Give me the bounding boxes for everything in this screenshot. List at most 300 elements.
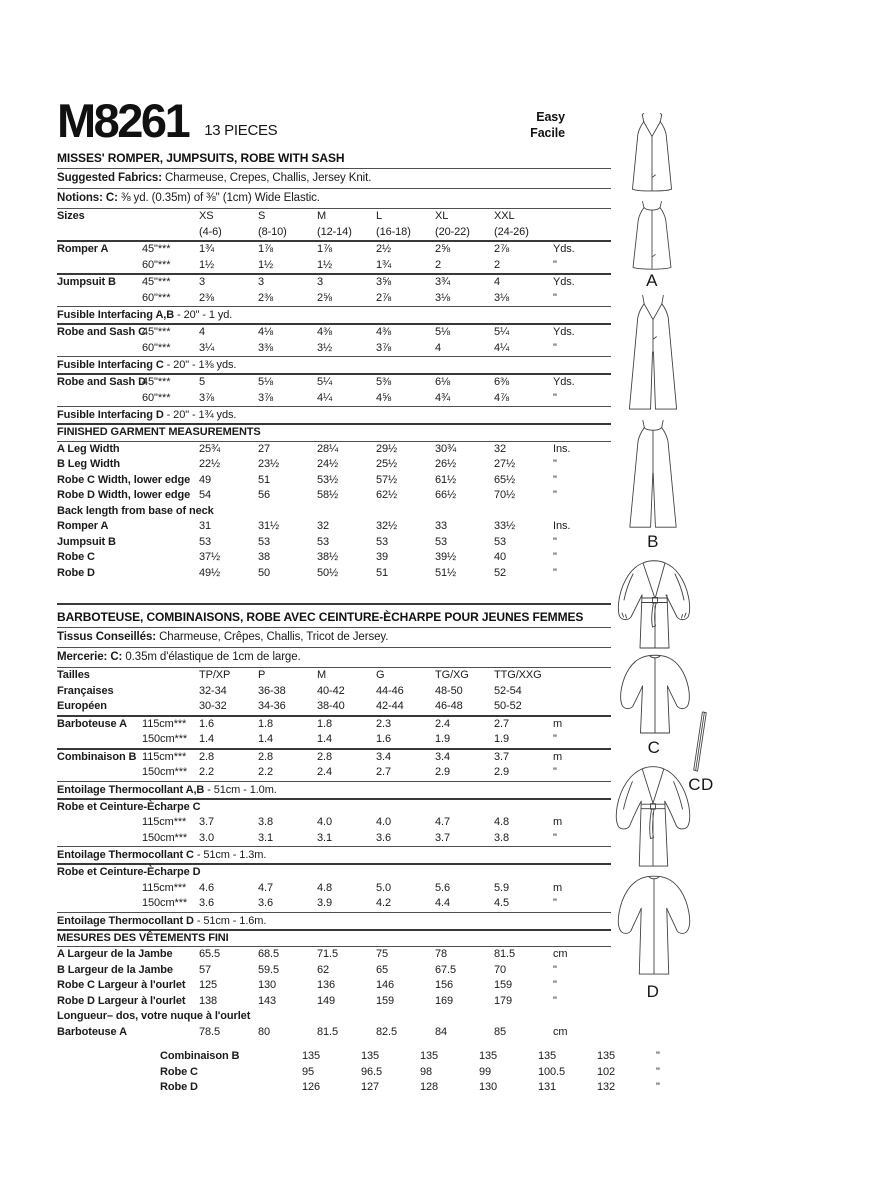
value-cell: TG/XG [435,669,469,682]
row-label: Jumpsuit B [57,276,116,289]
table-row [57,519,611,535]
value-cell: 136 [317,979,336,992]
row-label: Mercerie: C: [57,651,123,664]
value-cell: 4⅜ [317,326,333,339]
value-cell: 138 [199,994,218,1007]
value-cell: 78 [435,948,448,961]
value-cell: 5⅜ [376,376,392,389]
value-cell: TP/XP [199,669,231,682]
table-row [57,896,611,912]
value-cell: 4.0 [376,816,391,829]
fabric-width-cell: 60"*** [142,341,171,354]
value-cell: 135 [302,1050,321,1063]
value-cell: 71.5 [317,948,339,961]
value-cell: 3⅛ [494,291,510,304]
value-cell: 62 [317,963,330,976]
row-label: Robe C Largeur à l'ourlet [57,979,186,992]
fabric-width-cell: 60"*** [142,258,171,271]
table-row [57,881,611,897]
value-cell: 80 [258,1025,271,1038]
value-cell: (16-18) [376,225,411,238]
value-cell: 99 [479,1065,492,1078]
row-label: Combinaison B [57,750,137,763]
value-cell: 32 [317,520,330,533]
note-row [57,406,611,423]
table-row [57,457,611,473]
unit-cell: " [656,1081,660,1094]
fabric-width-cell: 45"*** [142,276,171,289]
table-row [160,1049,660,1065]
value-cell: 3.9 [317,897,332,910]
value-cell: 179 [494,994,513,1007]
value-cell: 3 [199,276,206,289]
row-label: Entoilage Thermocollant D [57,914,194,927]
section-heading [57,863,611,881]
row-label: Romper A [57,520,109,533]
value-cell: 2⅞ [376,291,392,304]
value-cell: 75 [376,948,389,961]
value-cell: 135 [420,1050,439,1063]
value-cell: 32½ [376,520,398,533]
value-cell: 32-34 [199,684,227,697]
value-cell: 3⅞ [199,391,215,404]
value-cell: G [376,669,385,682]
note-row [57,912,611,929]
value-cell: 50-52 [494,700,522,713]
value-cell: 57 [199,963,212,976]
section-heading [57,929,611,947]
value-cell: 84 [435,1025,448,1038]
value-cell: 65½ [494,473,516,486]
jumpsuit-back-line-art [626,419,680,531]
pieces-count: 13 PIECES [204,122,278,140]
value-cell: 5.6 [435,881,450,894]
table-row [57,473,611,489]
value-cell: 3.0 [199,831,214,844]
value-cell: 37½ [199,551,221,564]
value-cell: 1¾ [199,243,215,256]
robe-d-front-drawing [611,762,695,870]
value-cell: 24½ [317,458,339,471]
row-label: Européen [57,700,107,713]
value-cell: 3.7 [199,816,214,829]
fabric-width-cell: 150cm*** [142,733,188,746]
value-cell: M [317,669,327,682]
row-label: Suggested Fabrics: [57,172,162,185]
meta-row [57,168,611,188]
value-cell: 81.5 [494,948,516,961]
figure-label-d: D [646,982,660,1001]
value-cell: 2.8 [317,750,332,763]
value-cell: 78.5 [199,1025,221,1038]
value-cell: 3¾ [435,276,451,289]
table-row [57,208,611,225]
value-cell: 5¼ [494,326,510,339]
value-cell: 56 [258,489,271,502]
value-cell: 4 [494,276,501,289]
value-cell: 5 [199,376,206,389]
row-text: - 20" - 1 yd. [174,309,233,322]
value-cell: 4.7 [435,816,450,829]
unit-cell: Yds. [553,326,575,339]
value-cell: 4⅞ [494,391,510,404]
value-cell: 3 [317,276,324,289]
value-cell: 2.9 [435,766,450,779]
table-row [57,273,611,291]
unit-cell: " [656,1065,660,1078]
value-cell: 4.2 [376,897,391,910]
value-cell: (24-26) [494,225,529,238]
value-cell: 100.5 [538,1065,566,1078]
fabric-width-cell: 115cm*** [142,750,187,763]
value-cell: 149 [317,994,336,1007]
romper-back-line-art [628,200,676,274]
value-cell: 2.8 [199,750,214,763]
value-cell: (20-22) [435,225,470,238]
difficulty-fr: Facile [530,125,565,140]
row-label: Barboteuse A [57,1025,127,1038]
value-cell: 57½ [376,473,398,486]
fabric-width-cell: 115cm*** [142,881,187,894]
row-label: Robe C [57,551,95,564]
value-cell: 1¾ [376,258,392,271]
value-cell: 4¼ [494,341,510,354]
meta-row [57,647,611,667]
value-cell: 2.8 [258,750,273,763]
unit-cell: m [553,881,563,894]
value-cell: 1.9 [494,733,509,746]
value-cell: 4¼ [317,391,333,404]
value-cell: 48-50 [435,684,463,697]
table-row [57,732,611,748]
row-label: Robe C Width, lower edge [57,473,191,486]
value-cell: 33½ [494,520,516,533]
meta-row [57,627,611,647]
row-label: Romper A [57,243,109,256]
table-row [57,1025,611,1041]
value-cell: 36-38 [258,684,286,697]
value-cell: 68.5 [258,948,280,961]
value-cell: 51 [258,473,271,486]
row-label: Fusible Interfacing A,B [57,309,175,322]
table-row [57,550,611,566]
value-cell: 51½ [435,566,457,579]
table-row [57,748,611,766]
value-cell: 2.7 [376,766,391,779]
value-cell: 1.6 [376,733,391,746]
value-cell: XXL [494,210,515,223]
jumpsuit-b-back-drawing [626,419,680,531]
romper-a-front-drawing [628,112,676,196]
row-text: ⅜ yd. (0.35m) of ⅜" (1cm) Wide Elastic. [117,192,320,205]
note-row [57,846,611,863]
value-cell: 6⅛ [435,376,451,389]
value-cell: 1.6 [199,717,214,730]
unit-cell: Yds. [553,276,575,289]
value-cell: 102 [597,1065,616,1078]
value-cell: 3.7 [494,750,509,763]
value-cell: 33 [435,520,448,533]
fabric-width-cell: 115cm*** [142,816,187,829]
value-cell: 131 [538,1081,557,1094]
fabric-width-cell: 150cm*** [142,831,188,844]
value-cell: 51 [376,566,389,579]
unit-cell: " [553,473,557,486]
row-label: Robe and Sash D [57,376,146,389]
row-label: Tailles [57,669,90,682]
row-label: FINISHED GARMENT MEASUREMENTS [57,426,261,439]
value-cell: 2.4 [435,717,450,730]
row-text: - 51cm - 1.0m. [204,783,277,796]
row-label: B Largeur de la Jambe [57,963,173,976]
table-row [57,341,611,357]
robe-c-front-drawing [613,556,695,652]
table-row [57,373,611,391]
value-cell: 22½ [199,458,221,471]
value-cell: 2⅝ [317,291,333,304]
unit-cell: " [553,566,557,579]
row-label: Fusible Interfacing D [57,409,164,422]
value-cell: 49½ [199,566,221,579]
value-cell: 159 [376,994,395,1007]
row-label: Françaises [57,684,114,697]
unit-cell: m [553,750,563,763]
value-cell: 2.4 [317,766,332,779]
value-cell: 31 [199,520,212,533]
value-cell: 3¼ [199,341,215,354]
value-cell: 127 [361,1081,380,1094]
table-row [57,667,611,684]
section-heading [57,504,611,520]
value-cell: 23½ [258,458,280,471]
value-cell: 130 [258,979,277,992]
value-cell: 3⅝ [376,276,392,289]
value-cell: 5⅛ [435,326,451,339]
unit-cell: cm [553,948,568,961]
value-cell: 3.7 [435,831,450,844]
jumpsuit-front-line-art [626,293,680,413]
table-row [160,1080,660,1096]
value-cell: 58½ [317,489,339,502]
value-cell: 39 [376,551,389,564]
unit-cell: cm [553,1025,568,1038]
value-cell: 38½ [317,551,339,564]
value-cell: 27 [258,442,271,455]
value-cell: 3⅛ [435,291,451,304]
value-cell: S [258,210,266,223]
value-cell: (4-6) [199,225,222,238]
value-cell: 3.1 [317,831,332,844]
value-cell: 3.6 [258,897,273,910]
figure-label-c: C [647,738,661,757]
value-cell: XS [199,210,214,223]
table-row [57,815,611,831]
value-cell: 39½ [435,551,457,564]
row-text: - 20" - 1⅜ yds. [163,359,237,372]
difficulty-level [530,110,565,141]
value-cell: TTG/XXG [494,669,542,682]
fabric-width-cell: 150cm*** [142,766,188,779]
value-cell: 4.0 [317,816,332,829]
fabric-width-cell: 45"*** [142,376,171,389]
value-cell: 2 [494,258,501,271]
figure-label-b: B [647,532,659,551]
value-cell: 38-40 [317,700,345,713]
table-row [57,488,611,504]
row-label: A Largeur de la Jambe [57,948,173,961]
value-cell: 46-48 [435,700,463,713]
value-cell: 1.4 [199,733,214,746]
row-label: Robe and Sash C [57,326,146,339]
english-table [57,168,611,581]
table-row [57,391,611,407]
unit-cell: " [553,489,557,502]
value-cell: 1½ [258,258,274,271]
value-cell: 4.5 [494,897,509,910]
table-row [57,441,611,458]
value-cell: 3.6 [376,831,391,844]
row-label: Robe D [160,1081,198,1094]
table-row [57,994,611,1010]
value-cell: 85 [494,1025,507,1038]
line-drawings-column [595,0,873,1200]
unit-cell: Yds. [553,243,575,256]
value-cell: 2½ [376,243,392,256]
value-cell: 4.8 [494,816,509,829]
unit-cell: Ins. [553,442,571,455]
table-row [57,258,611,274]
value-cell: 1.4 [317,733,332,746]
row-text: 0.35m d'élastique de 1cm de large. [122,651,301,664]
table-row [57,291,611,307]
figure-label-cd: CD [688,775,714,794]
value-cell: 2⅜ [258,291,274,304]
value-cell: 38 [258,551,271,564]
unit-cell: " [656,1050,660,1063]
value-cell: 29½ [376,442,398,455]
row-text: - 20" - 1¾ yds. [163,409,237,422]
figure-label-a: A [646,271,658,290]
masthead [57,94,611,148]
unit-cell: Ins. [553,520,571,533]
meta-row [57,188,611,208]
robe-d-front-line-art [611,762,695,870]
value-cell: 2.7 [494,717,509,730]
table-row [57,225,611,241]
value-cell: M [317,210,327,223]
value-cell: 3½ [317,341,333,354]
french-table [57,627,660,1096]
value-cell: L [376,210,383,223]
row-label: Entoilage Thermocollant C [57,849,194,862]
fabric-width-cell: 60"*** [142,291,171,304]
value-cell: 95 [302,1065,315,1078]
row-label: Tissus Conseillés: [57,631,156,644]
value-cell: 40 [494,551,507,564]
value-cell: 1½ [317,258,333,271]
row-text: Charmeuse, Crepes, Challis, Jersey Knit. [161,172,372,185]
value-cell: 4.8 [317,881,332,894]
value-cell: 1½ [199,258,215,271]
value-cell: 3.8 [494,831,509,844]
value-cell: 126 [302,1081,321,1094]
row-label: B Leg Width [57,458,120,471]
unit-cell: " [553,291,557,304]
value-cell: 61½ [435,473,457,486]
value-cell: 53½ [317,473,339,486]
table-row [160,1065,660,1081]
unit-cell: m [553,717,563,730]
value-cell: 53 [199,535,212,548]
table-row [57,963,611,979]
robe-c-back-line-art [617,651,693,737]
row-text: - 51cm - 1.6m. [193,914,267,927]
section-heading [57,798,611,816]
value-cell: 66½ [435,489,457,502]
table-row [57,684,611,700]
value-cell: 4⅛ [258,326,274,339]
unit-cell: " [553,551,557,564]
value-cell: 6⅜ [494,376,510,389]
section-heading [57,423,611,441]
fabric-width-cell: 60"*** [142,391,171,404]
value-cell: 169 [435,994,454,1007]
value-cell: 2.2 [199,766,214,779]
row-label: Entoilage Thermocollant A,B [57,783,205,796]
value-cell: 1.9 [435,733,450,746]
value-cell: 31½ [258,520,280,533]
unit-cell: " [553,963,557,976]
value-cell: 27½ [494,458,516,471]
row-label: Fusible Interfacing C [57,359,164,372]
row-label: Jumpsuit B [57,535,116,548]
value-cell: 50½ [317,566,339,579]
value-cell: 159 [494,979,513,992]
value-cell: 135 [538,1050,557,1063]
value-cell: 143 [258,994,277,1007]
fabric-width-cell: 150cm*** [142,897,188,910]
value-cell: 96.5 [361,1065,383,1078]
value-cell: 4.7 [258,881,273,894]
row-label: Robe D Largeur à l'ourlet [57,994,186,1007]
value-cell: 59.5 [258,963,280,976]
value-cell: 5.0 [376,881,391,894]
value-cell: 3⅞ [376,341,392,354]
row-label: Robe C [160,1065,198,1078]
value-cell: 2 [435,258,442,271]
value-cell: 30¾ [435,442,457,455]
fabric-width-cell: 115cm*** [142,717,187,730]
value-cell: 135 [361,1050,380,1063]
value-cell: 44-46 [376,684,404,697]
unit-cell: " [553,897,557,910]
unit-cell: " [553,458,557,471]
row-label: MESURES DES VÊTEMENTS FINI [57,931,229,944]
fabric-width-cell: 45"*** [142,326,171,339]
unit-cell: " [553,341,557,354]
value-cell: 42-44 [376,700,404,713]
table-row [57,831,611,847]
value-cell: 3 [258,276,265,289]
value-cell: 1⅞ [258,243,274,256]
value-cell: 50 [258,566,271,579]
table-row [57,715,611,733]
table-row [57,535,611,551]
value-cell: P [258,669,266,682]
value-cell: 130 [479,1081,498,1094]
unit-cell: " [553,994,557,1007]
value-cell: 5¼ [317,376,333,389]
